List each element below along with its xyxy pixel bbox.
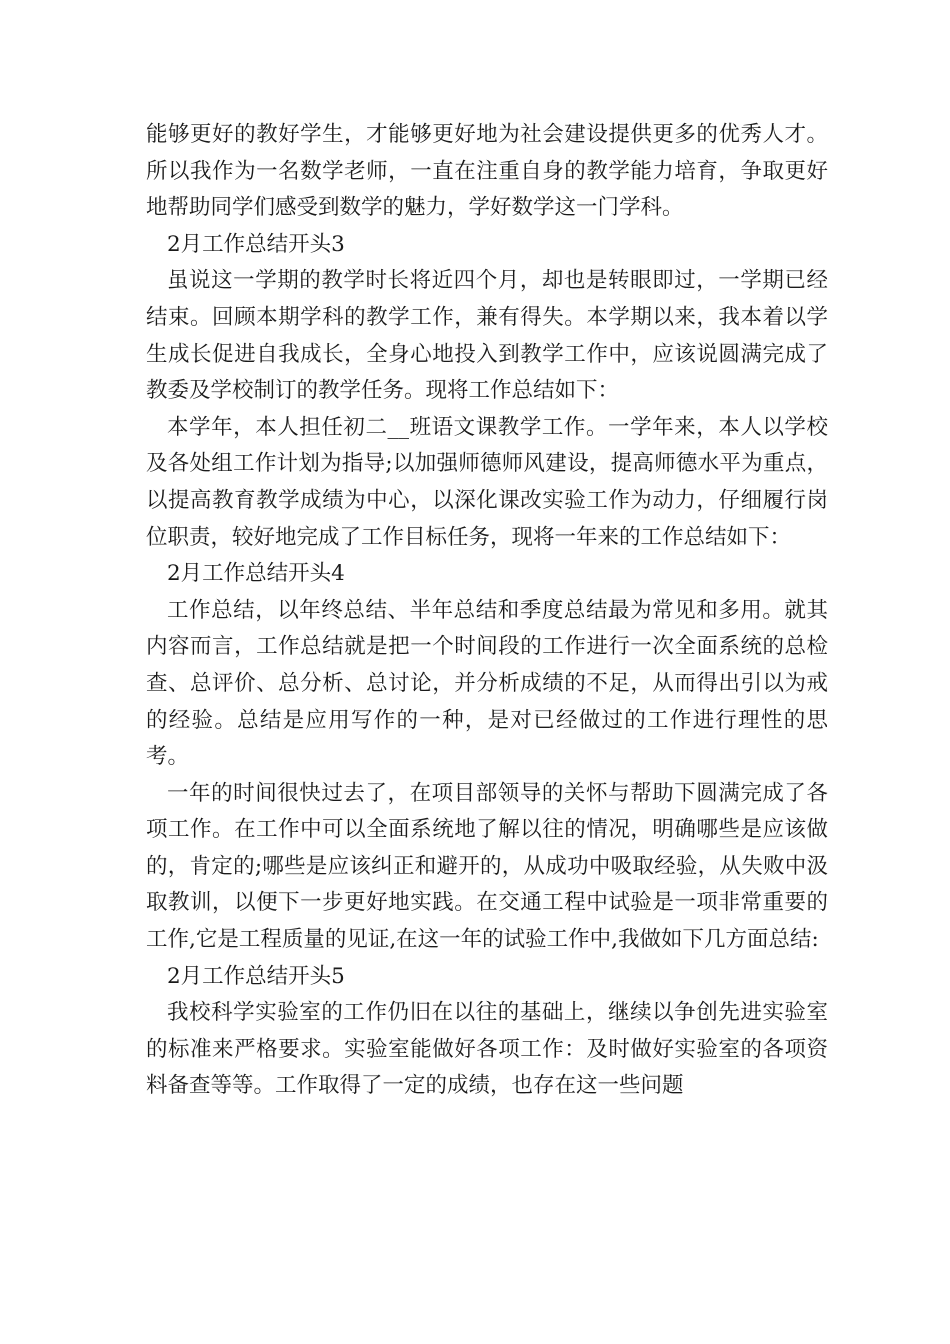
section-heading-5: 2月工作总结开头5 <box>167 963 345 989</box>
paragraph: 工作总结，以年终总结、半年总结和季度总结最为常见和多用。就其内容而言，工作总结就是把一个时间段的工作进行一次全面系统的总检查、总评价、总分析、总讨论，并分析成绩的不足，从而得出引以为戒的经验。总结是应用写作的一种，是对已经做过的工作进行理性的思考。 <box>146 597 828 770</box>
paragraph: 我校科学实验室的工作仍旧在以往的基础上，继续以争创先进实验室的标准来严格要求。实验室能做好各项工作：及时做好实验室的各项资料备查等等。工作取得了一定的成绩，也存在这一些问题 <box>146 1000 828 1099</box>
document-body <box>146 117 828 1105</box>
section-heading-4: 2月工作总结开头4 <box>167 561 345 587</box>
paragraph: 虽说这一学期的教学时长将近四个月，却也是转眼即过，一学期已经结束。回顾本期学科的教学工作，兼有得失。本学期以来，我本着以学生成长促进自我成长，全身心地投入到教学工作中，应该说圆满完成了教委及学校制订的教学任务。现将工作总结如下： <box>146 268 828 404</box>
paragraph-intro-continuation: 能够更好的教好学生，才能够更好地为社会建设提供更多的优秀人才。所以我作为一名数学老师，一直在注重自身的教学能力培育，争取更好地帮助同学们感受到数学的魅力，学好数学这一门学科。 <box>146 122 828 221</box>
paragraph: 本学年，本人担任初二__班语文课教学工作。一学年来，本人以学校及各处组工作计划为指导;以加强师德师风建设，提高师德水平为重点，以提高教育教学成绩为中心，以深化课改实验工作为动力，仔细履行岗位职责，较好地完成了工作目标任务，现将一年来的工作总结如下： <box>146 414 828 550</box>
section-heading-3: 2月工作总结开头3 <box>167 231 345 257</box>
paragraph: 一年的时间很快过去了，在项目部领导的关怀与帮助下圆满完成了各项工作。在工作中可以全面系统地了解以往的情况，明确哪些是应该做的，肯定的;哪些是应该纠正和避开的，从成功中吸取经验，从失败中汲取教训，以便下一步更好地实践。在交通工程中试验是一项非常重要的工作,它是工程质量的见证,在这一年的试验工作中,我做如下几方面总结: <box>146 780 828 953</box>
